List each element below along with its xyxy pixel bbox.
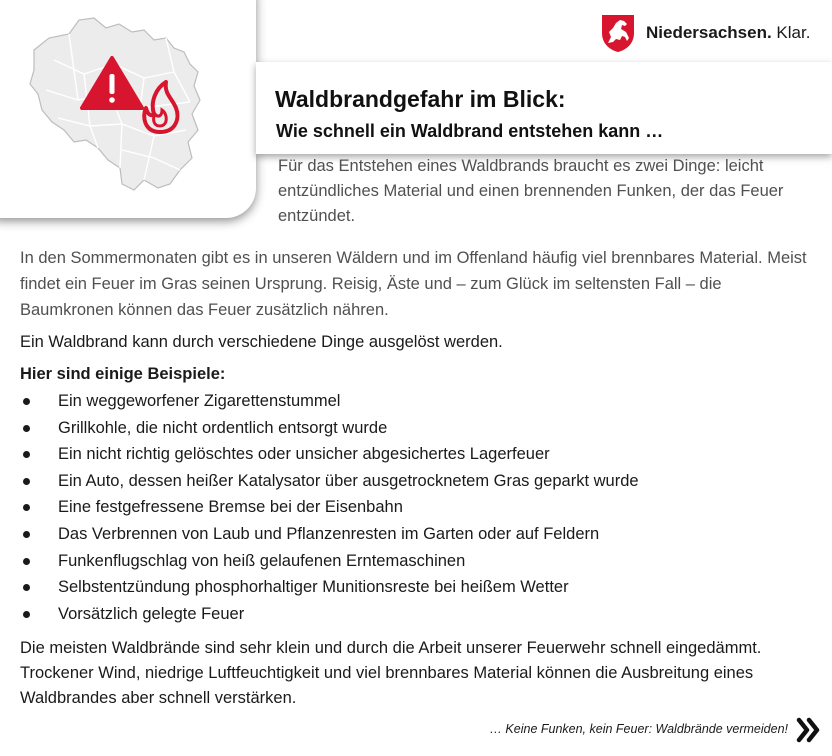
examples-list	[20, 388, 639, 627]
list-heading: Hier sind einige Beispiele:	[20, 365, 226, 383]
bullet-icon	[23, 425, 30, 432]
bullet-icon	[23, 504, 30, 511]
list-item: Ein weggeworfener Zigarettenstummel	[20, 388, 639, 415]
list-item: Das Verbrennen von Laub und Pflanzenresten im Garten oder auf Feldern	[20, 521, 639, 548]
bullet-icon	[23, 478, 30, 485]
page-title: Waldbrandgefahr im Blick:	[275, 86, 566, 112]
intro-text: Für das Entstehen eines Waldbrands braucht es zwei Dinge: leicht entzündliches Material und einen brennenden Funken, der das Feuer entzündet.	[278, 157, 784, 225]
list-item: Eine festgefressene Bremse bei der Eisenbahn	[20, 494, 639, 521]
paragraph-spread: Die meisten Waldbrände sind sehr klein und durch die Arbeit unserer Feuerwehr schnell eingedämmt. Trockener Wind, niedrige Luftfeuchtigkeit und viel brennbares Material können die Ausbreitung eines Waldbrandes aber schnell verstärken.	[20, 639, 762, 707]
logo-wordmark: Niedersachsen. Klar.	[646, 23, 811, 42]
bullet-icon	[23, 584, 30, 591]
bullet-icon	[23, 558, 30, 565]
list-item: Selbstentzündung phosphorhaltiger Munitionsreste bei heißem Wetter	[20, 574, 639, 601]
footer-slogan: … Keine Funken, kein Feuer: Waldbrände vermeiden!	[489, 722, 788, 736]
list-item: Funkenflugschlag von heiß gelaufenen Erntemaschinen	[20, 548, 639, 575]
double-chevron-right-icon[interactable]	[796, 716, 822, 744]
bullet-icon	[23, 398, 30, 405]
lower-saxony-map	[0, 0, 256, 218]
paragraph-summer-material: In den Sommermonaten gibt es in unseren Wäldern und im Offenland häufig viel brennbares Material. Meist findet ein Feuer im Gras seinen Ursprung. Reisig, Äste und – zum Glück im seltensten Fall – die Baumkronen können das Feuer zusätzlich nähren.	[20, 249, 807, 319]
bullet-icon	[23, 451, 30, 458]
horse-shield-icon	[600, 13, 636, 53]
paragraph-causes: Ein Waldbrand kann durch verschiedene Dinge ausgelöst werden.	[20, 333, 503, 351]
bullet-icon	[23, 611, 30, 618]
niedersachsen-logo	[600, 12, 810, 54]
list-item: Ein Auto, dessen heißer Katalysator über ausgetrocknetem Gras geparkt wurde	[20, 468, 639, 495]
list-item: Ein nicht richtig gelöschtes oder unsicher abgesichertes Lagerfeuer	[20, 441, 639, 468]
list-item: Grillkohle, die nicht ordentlich entsorgt wurde	[20, 415, 639, 442]
map-card	[0, 0, 256, 218]
page-subtitle: Wie schnell ein Waldbrand entstehen kann …	[276, 121, 664, 141]
bullet-icon	[23, 531, 30, 538]
list-item: Vorsätzlich gelegte Feuer	[20, 601, 639, 628]
